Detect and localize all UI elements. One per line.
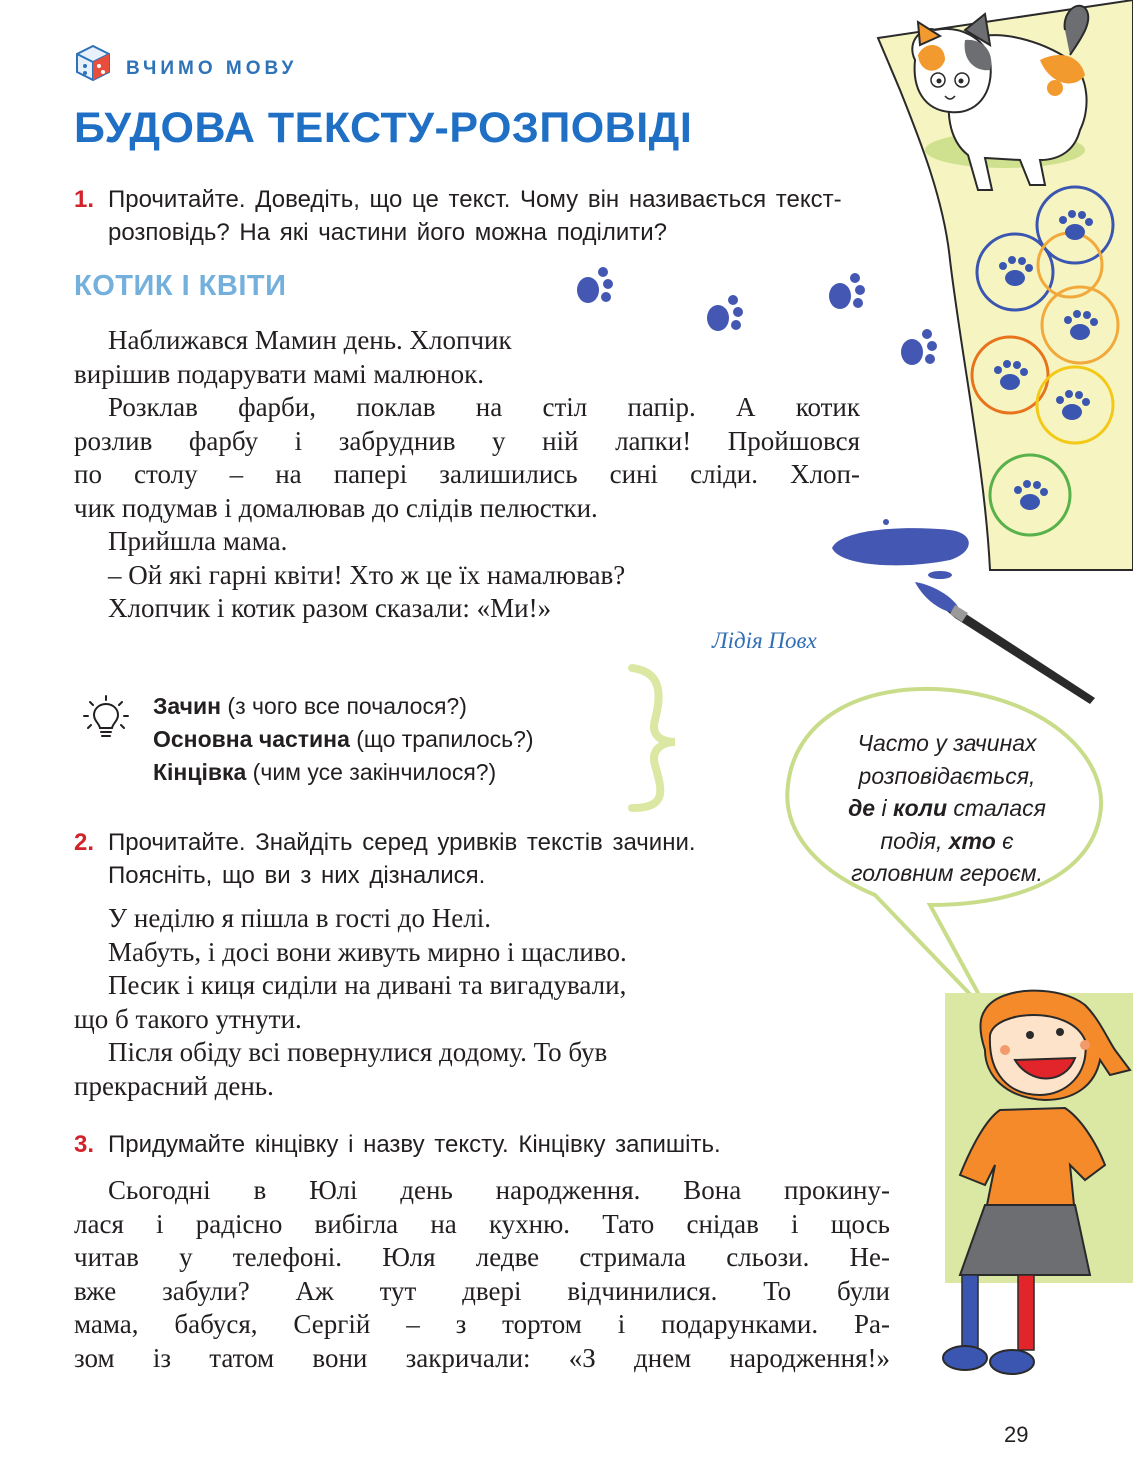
story-line: по столу – на папері залишились сині сліди. Хлоп- [74,459,860,489]
story-line: розлив фарбу і забруднив у ній лапки! Пройшовся [74,425,860,456]
task-1 [74,183,914,249]
task-2 [74,826,714,892]
fragment-line: Песик і киця сиділи на дивані та вигадували, [108,970,627,1000]
story2-line: лася і радісно вибігла на кухню. Тато снідав і щось [74,1208,890,1239]
hint-item-ending: Кінцівка (чим усе закінчилося?) [153,759,497,785]
task-text: Придумайте кінцівку і назву тексту. Кінцівку запишіть. [108,1131,721,1158]
paintbrush [915,582,1095,704]
story-line: Розклав фарби, поклав на стіл папір. А котик [108,392,860,422]
fragment-line: що б такого утнути. [74,1003,302,1034]
fragment-line: У неділю я пішла в гості до Нелі. [108,903,491,933]
story2-line: читав у телефоні. Юля ледве стримала сльози. Не- [74,1242,890,1272]
story-line: Прийшла мама. [108,526,288,556]
story-text [74,324,860,626]
fragment-line: Після обіду всі повернулися додому. То був [108,1037,608,1067]
story-title: КОТИК І КВІТИ [74,270,287,302]
story2-line: зом із татом вони закричали: «З днем народження!» [74,1342,890,1373]
story2-text [74,1174,890,1375]
text-parts-list [153,690,534,789]
story2-line: вже забули? Аж тут двері відчинилися. То були [74,1275,890,1306]
girl-illustration [943,991,1133,1374]
story-line: Наближався Мамин день. Хлопчик [108,325,512,355]
section-label: ВЧИМО МОВУ [126,58,298,79]
hint-brace [632,668,675,808]
page-number: 29 [1004,1422,1029,1447]
story-line: чик подумав і домалював до слідів пелюстки. [74,492,598,523]
task-number: 2. [74,829,95,856]
story-line: Хлопчик і котик разом сказали: «Ми!» [108,593,552,623]
dice-icon [74,44,112,82]
story2-line: Сьогодні в Юлі день народження. Вона прокину- [108,1175,890,1205]
fragment-line: прекрасний день. [74,1070,274,1101]
page-title: БУДОВА ТЕКСТУ-РОЗПОВІДІ [74,104,693,152]
hint-item-intro: Зачин (з чого все почалося?) [153,693,467,719]
fragment-line: Мабуть, і досі вони живуть мирно і щасливо. [108,936,627,967]
hint-item-main: Основна частина (що трапилось?) [153,726,534,752]
lightbulb-icon [80,694,132,744]
task-3 [74,1128,914,1161]
story2-line: мама, бабуся, Сергій – з тортом і подарунками. Ра- [74,1309,890,1339]
fragments-text [74,902,814,1103]
task-number: 3. [74,1131,95,1158]
task-text: Прочитайте. Знайдіть серед уривків текстів зачини. Поясніть, що ви з них дізналися. [108,829,696,889]
story-line: вирішив подарувати мамі малюнок. [74,358,484,389]
story-author: Лідія Повх [712,628,817,653]
speech-bubble-text: Часто у зачинах розповідається, де і коли сталася подія, хто є головним героєм. [848,730,1046,886]
story-line: – Ой які гарні квіти! Хто ж це їх намалював? [108,559,626,590]
task-text: Прочитайте. Доведіть, що це текст. Чому він називається текст-розповідь? На які частини його можна поділити? [108,186,842,246]
task-number: 1. [74,186,95,213]
